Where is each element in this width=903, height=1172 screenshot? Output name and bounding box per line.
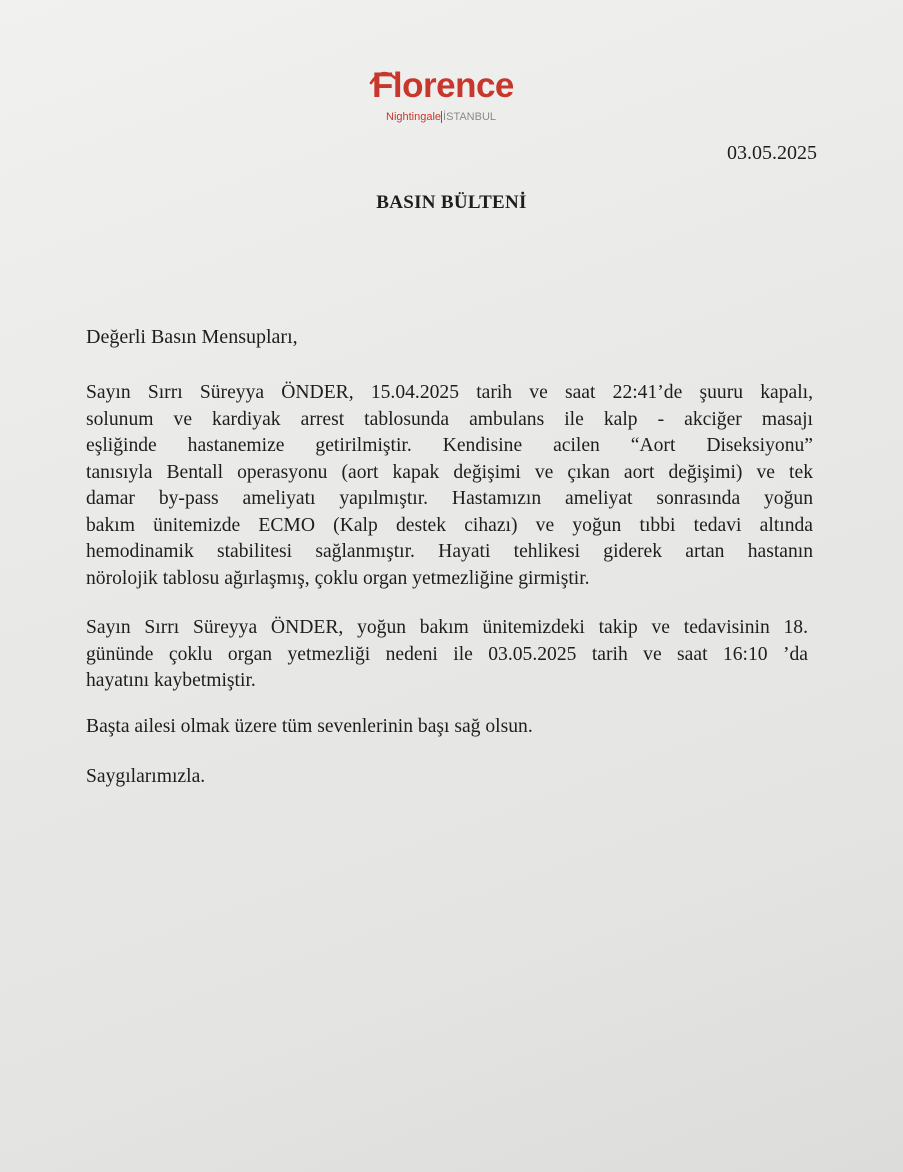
paragraph-line: hayatını kaybetmiştir. <box>86 670 256 691</box>
logo-subtitle-left: Nightingale <box>386 111 442 123</box>
paragraph-line: bakım ünitemizde ECMO (Kalp destek cihazı) ve yoğun tıbbi tedavi altında <box>86 514 813 536</box>
salutation: Değerli Basın Mensupları, <box>86 326 298 348</box>
paragraph-line: eşliğinde hastanemize getirilmiştir. Kendisine acilen “Aort Diseksiyonu” <box>86 435 813 456</box>
paragraph-line: hemodinamik stabilitesi sağlanmıştır. Hayati tehlikesi giderek artan hastanın <box>86 541 813 562</box>
document-title: BASIN BÜLTENİ <box>376 192 527 213</box>
paragraph-line: Sayın Sırrı Süreyya ÖNDER, 15.04.2025 tarih ve saat 22:41’de şuuru kapalı, <box>86 382 813 403</box>
paragraph-line: solunum ve kardiyak arrest tablosunda ambulans ile kalp - akciğer masajı <box>86 408 813 430</box>
paragraph-line: Sayın Sırrı Süreyya ÖNDER, yoğun bakım ünitemizdeki takip ve tedavisinin 18. <box>86 617 808 638</box>
paragraph-line: tanısıyla Bentall operasyonu (aort kapak değişimi ve çıkan aort değişimi) ve tek <box>86 461 813 483</box>
logo-brand-name: Florence <box>372 66 514 105</box>
paragraph-line: gününde çoklu organ yetmezliği nedeni ile 03.05.2025 tarih ve saat 16:10 ’da <box>86 643 808 665</box>
florence-nightingale-logo <box>360 66 560 130</box>
paragraph-announcement <box>86 380 813 592</box>
logo-subtitle <box>386 111 496 123</box>
paragraph-passing <box>86 615 808 695</box>
paragraph-line: damar by-pass ameliyatı yapılmıştır. Hastamızın ameliyat sonrasında yoğun <box>86 488 813 509</box>
paragraph-line: nörolojik tablosu ağırlaşmış, çoklu organ yetmezliğine girmiştir. <box>86 567 590 589</box>
paragraph-condolence: Başta ailesi olmak üzere tüm sevenlerinin başı sağ olsun. <box>86 716 533 737</box>
document-date: 03.05.2025 <box>727 142 817 164</box>
logo-subtitle-city: İSTANBUL <box>443 111 497 123</box>
closing-line: Saygılarımızla. <box>86 766 206 787</box>
